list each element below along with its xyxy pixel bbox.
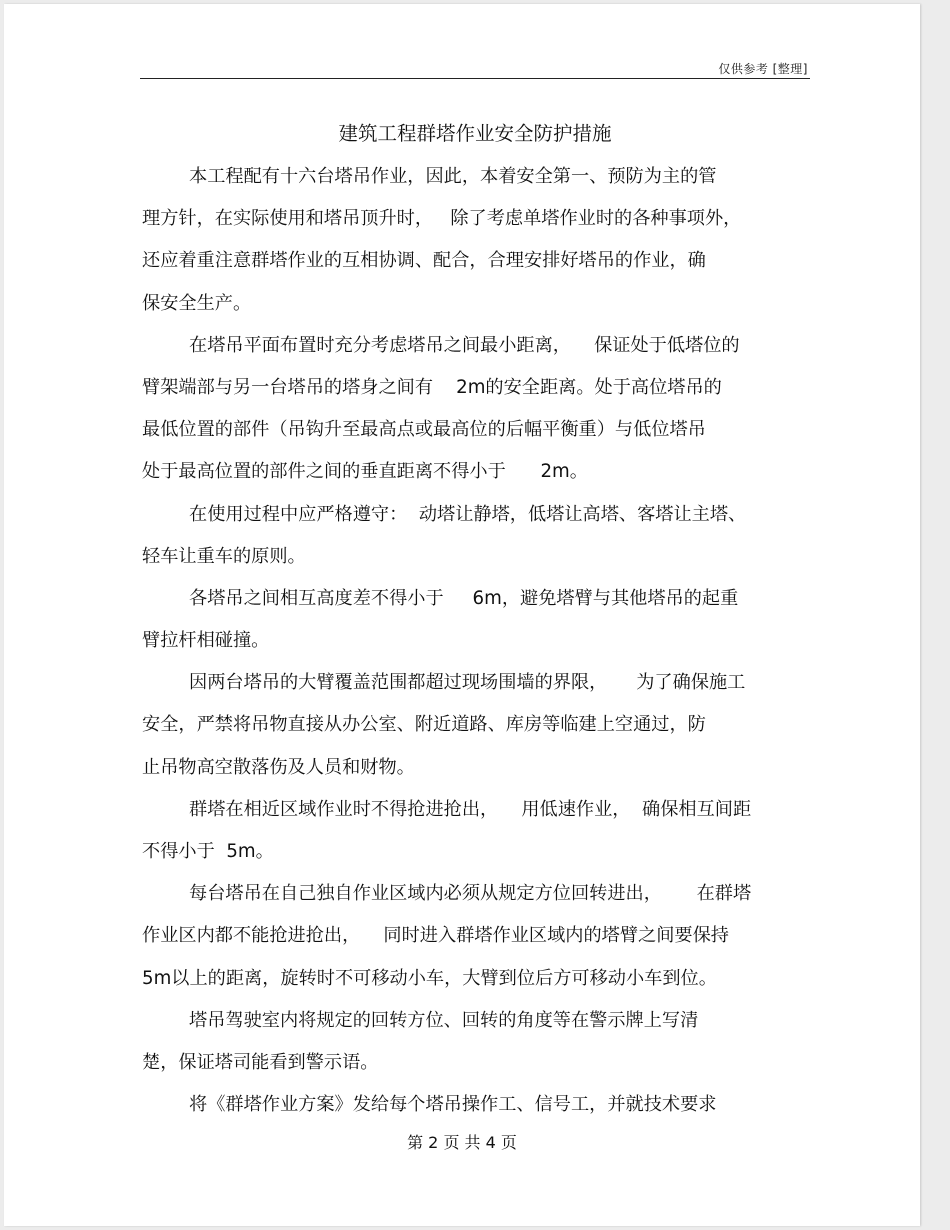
text-line: 止吊物高空散落伤及人员和财物。	[142, 756, 415, 778]
text-line: 最低位置的部件（吊钩升至最高点或最高位的后幅平衡重）与低位塔吊	[142, 419, 706, 441]
text-line: 臂拉杆相碰撞。	[142, 630, 270, 652]
text-line: 因两台塔吊的大臂覆盖范围都超过现场围墙的界限， 为了确保施工	[189, 672, 746, 694]
text-line: 群塔在相近区域作业时不得抢进抢出， 用低速作业， 确保相互间距	[189, 798, 752, 820]
text-line: 各塔吊之间相互高度差不得小于 6m，避免塔臂与其他塔吊的起重	[189, 587, 739, 609]
text-line: 楚，保证塔司能看到警示语。	[142, 1051, 379, 1073]
document-body	[142, 156, 822, 1126]
text-line: 安全，严禁将吊物直接从办公室、附近道路、库房等临建上空通过，防	[142, 714, 706, 736]
text-line: 轻车让重车的原则。	[142, 545, 306, 567]
text-line: 理方针，在实际使用和塔吊顶升时， 除了考虑单塔作业时的各种事项外，	[142, 208, 742, 230]
header-note: 仅供参考 [整理]	[718, 62, 808, 76]
text-line: 还应着重注意群塔作业的互相协调、配合，合理安排好塔吊的作业，确	[142, 250, 706, 272]
text-line: 每台塔吊在自己独自作业区域内必须从规定方位回转进出， 在群塔	[189, 883, 752, 905]
header-rule	[140, 78, 810, 79]
text-line: 将《群塔作业方案》发给每个塔吊操作工、信号工，并就技术要求	[189, 1094, 717, 1116]
text-line: 保安全生产。	[142, 292, 252, 314]
page-footer: 第 2 页 共 4 页	[407, 1133, 517, 1152]
document-title: 建筑工程群塔作业安全防护措施	[338, 122, 612, 145]
text-line: 本工程配有十六台塔吊作业，因此，本着安全第一、预防为主的管	[189, 166, 717, 187]
text-line: 在塔吊平面布置时充分考虑塔吊之间最小距离， 保证处于低塔位的	[189, 334, 740, 356]
text-line: 不得小于 5m。	[142, 841, 274, 862]
text-line: 5m以上的距离，旋转时不可移动小车，大臂到位后方可移动小车到位。	[142, 967, 717, 989]
text-line: 在使用过程中应严格遵守： 动塔让静塔，低塔让高塔、客塔让主塔、	[189, 503, 747, 525]
text-line: 处于最高位置的部件之间的垂直距离不得小于 2m。	[142, 461, 588, 483]
text-line: 作业区内都不能抢进抢出， 同时进入群塔作业区域内的塔臂之间要保持	[142, 925, 729, 947]
text-line: 塔吊驾驶室内将规定的回转方位、回转的角度等在警示牌上写清	[189, 1009, 699, 1031]
text-line: 臂架端部与另一台塔吊的塔身之间有 2m的安全距离。处于高位塔吊的	[142, 376, 722, 398]
document-page	[4, 4, 920, 1226]
